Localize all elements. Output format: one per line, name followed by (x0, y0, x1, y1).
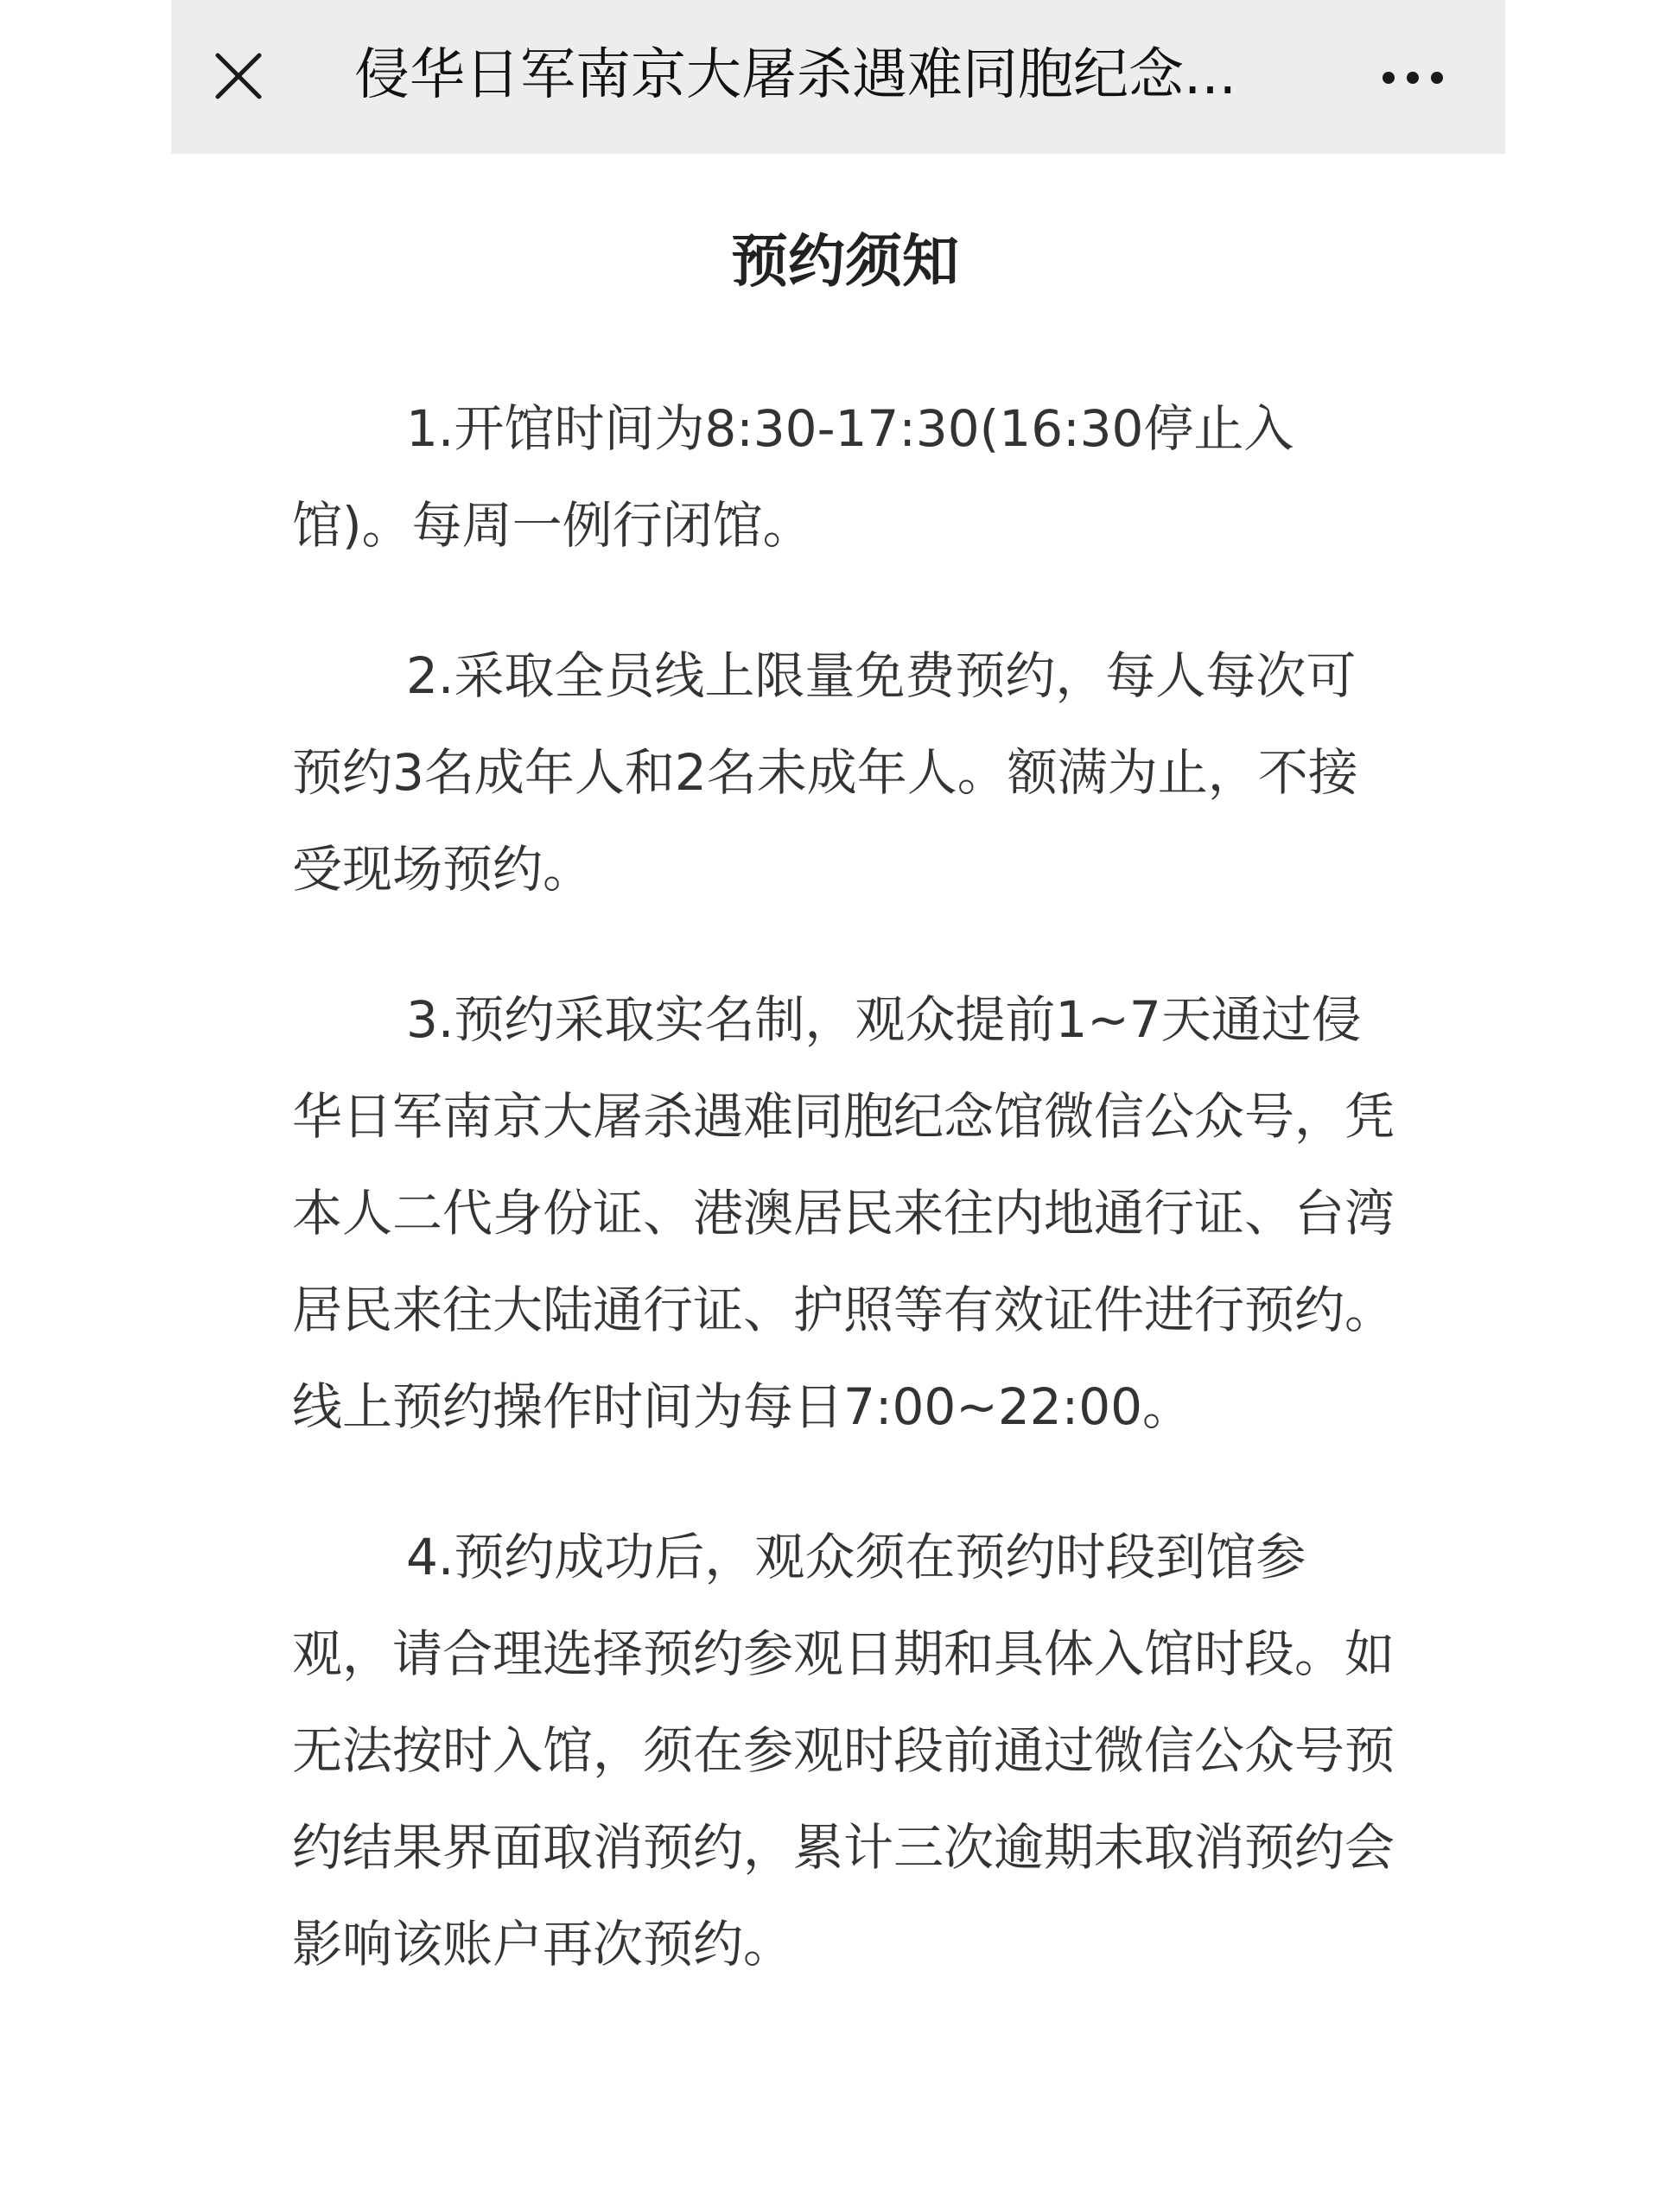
article-title: 预约须知 (731, 228, 959, 295)
article-content (292, 214, 1398, 1993)
more-button[interactable] (1374, 52, 1452, 104)
close-icon (206, 43, 271, 109)
notice-paragraph-2: 2.采取全员线上限量免费预约，每人每次可预约3名成年人和2名未成年人。额满为止，不接受现场预约。 (292, 646, 1358, 899)
notice-paragraph-3: 3.预约采取实名制，观众提前1~7天通过侵华日军南京大屠杀遇难同胞纪念馆微信公众号，凭本人二代身份证、港澳居民来往内地通行证、台湾居民来往大陆通行证、护照等有效证件进行预约。线上预约操作时间为每日7:00~22:00。 (292, 990, 1395, 1436)
more-dots-icon (1374, 52, 1452, 104)
notice-paragraph-4: 4.预约成功后，观众须在预约时段到馆参观，请合理选择预约参观日期和具体入馆时段。如无法按时入馆，须在参观时段前通过微信公众号预约结果界面取消预约，累计三次逾期未取消预约会影响该账户再次预约。 (292, 1528, 1395, 1974)
close-button[interactable] (206, 43, 271, 109)
notice-paragraph-1: 1.开馆时间为8:30-17:30(16:30停止入馆)。每周一例行闭馆。 (292, 399, 1294, 555)
nav-title: 侵华日军南京大屠杀遇难同胞纪念... (354, 43, 1237, 107)
